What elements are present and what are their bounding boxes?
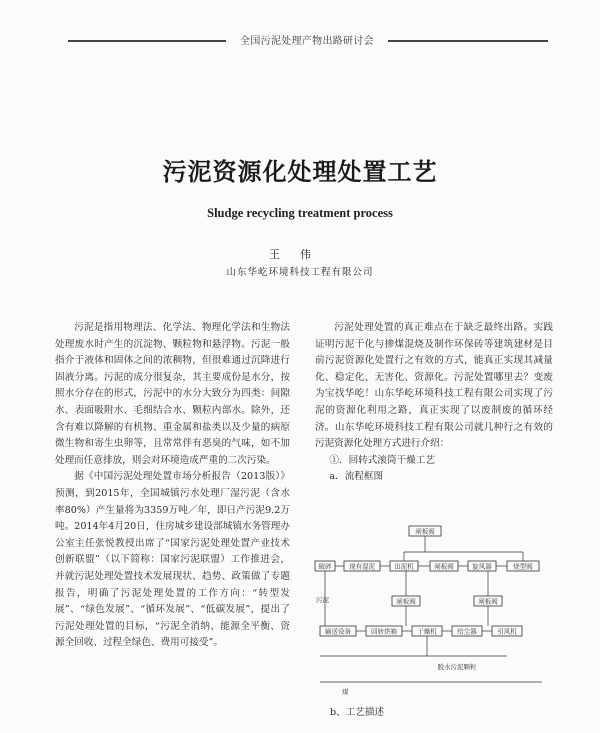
diagram-output-label: 脱水污泥颗粒 xyxy=(437,663,477,671)
process-flow-diagram xyxy=(312,522,552,712)
left-column xyxy=(55,320,290,652)
paragraph: 据《中国污泥处理处置市场分析报告（2013版）》预测，到2015年，全国城镇污水处理厂湿污泥（含水率80%）产生量将为3359万吨／年，即日产污泥9.2万吨。2014年4月20日，住房城乡建设部城镇水务管理办公室主任张悦教授出席了“国家污泥处理处置产业技术创新联盟”（以下简称：国家污泥联盟）工作推进会，并就污泥处理处置技术发展现状、趋势、政策做了专题报告，明确了污泥处理处置的工作方向：“转型发展”、“绿色发展”、“循环发展”、“低碳发展”，提出了污泥处理处置的目标，“污泥全消纳、能源全平衡、资源全回收、过程全绿色、费用可接受”。 xyxy=(55,471,290,649)
running-header xyxy=(0,32,600,48)
section-label: b、工艺描述 xyxy=(330,707,385,718)
list-item: a．流程框图 xyxy=(329,471,384,483)
diagram-side-label: 污泥 xyxy=(316,596,329,604)
diagram-label: 干燥机 xyxy=(417,627,437,636)
diagram-label: 烧型阀 xyxy=(513,562,533,571)
diagram-label: 闸板阀 xyxy=(415,527,435,536)
diagram-coal-label: 煤 xyxy=(342,688,349,696)
author-affiliation: 山东华屹环境科技工程有限公司 xyxy=(226,267,374,278)
article-title: 污泥资源化处理处置工艺 xyxy=(162,158,438,186)
diagram-label: 旋风器 xyxy=(472,562,492,571)
flow-diagram-svg xyxy=(312,522,552,712)
diagram-label: 破碎 xyxy=(318,562,332,571)
diagram-label: 输送设备 xyxy=(325,627,351,636)
header-rule-left xyxy=(68,40,226,42)
diagram-label: 出泥机 xyxy=(394,562,414,571)
paragraph: 污泥处理处置的真正难点在于缺乏最终出路。实践证明污泥干化与掺煤混烧及制作环保砖等建筑建材是目前污泥资源化处置行之有效的方式，能真正实现其减量化、稳定化、无害化、资源化。污泥处置哪里去？变废为宝找华屹！山东华屹环境科技工程有限公司实现了污泥的资源化利用之路，真正实现了以废制废的循环经济。山东华屹环境科技工程有限公司就几种行之有效的污泥资源化处理方式进行介绍： xyxy=(315,322,553,450)
diagram-label: 闸板阀 xyxy=(478,597,498,606)
paragraph: 污泥是指用物理法、化学法、物理化学法和生物法处理废水时产生的沉淀物、颗粒物和悬浮物。污泥一般指介于液体和固体之间的浓稠物，但很难通过沉降进行固液分离。污泥的成分很复杂，其主要成份是水分，按照水分存在的形式，污泥中的水分大致分为四类：间隙水、表面吸附水、毛细结合水、颗粒内部水。除外，还含有难以降解的有机物、重金属和盐类以及少量的病原微生物和寄生虫卵等，且常常伴有恶臭的气味，如不加处理而任意排放，则会对环境造成严重的二次污染。 xyxy=(55,322,290,466)
diagram-label: 回转烘箱 xyxy=(371,627,397,636)
diagram-label: 给尘器 xyxy=(457,627,477,636)
author-name: 王伟 xyxy=(269,248,331,261)
header-title: 全国污泥处理产物出路研讨会 xyxy=(240,36,374,47)
article-subtitle: Sludge recycling treatment process xyxy=(207,206,393,220)
right-column xyxy=(315,320,553,486)
diagram-label: 现有湿泥 xyxy=(349,562,375,571)
list-item: ①．回转式滚筒干燥工艺 xyxy=(329,454,435,466)
diagram-label: 引风机 xyxy=(497,627,517,636)
header-rule-right xyxy=(388,40,548,42)
diagram-label: 闸板阀 xyxy=(396,597,416,606)
diagram-label: 闸板阀 xyxy=(434,562,454,571)
